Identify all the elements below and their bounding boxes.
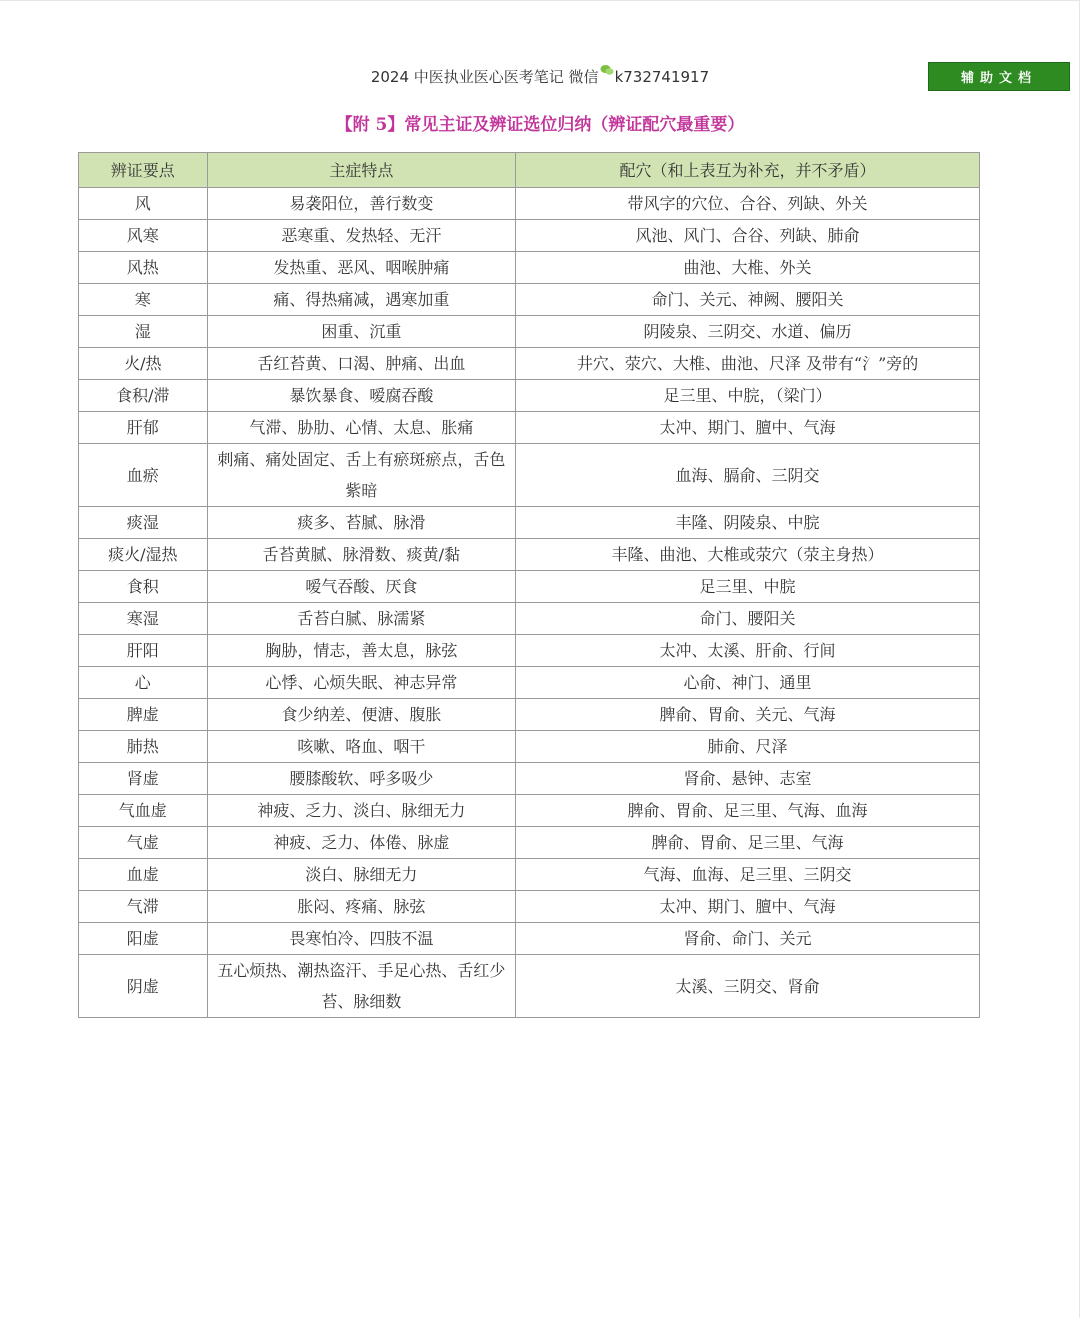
symptom-cell: 舌苔白腻、脉濡紧 [207, 603, 516, 635]
syndrome-cell: 肾虚 [79, 763, 208, 795]
acupoint-cell: 脾俞、胃俞、足三里、气海、血海 [516, 795, 980, 827]
table-row [79, 923, 980, 955]
syndrome-cell: 寒 [79, 284, 208, 316]
symptom-cell: 发热重、恶风、咽喉肿痛 [207, 252, 516, 284]
syndrome-cell: 气滞 [79, 891, 208, 923]
syndrome-cell: 肝郁 [79, 412, 208, 444]
syndrome-cell: 肝阳 [79, 635, 208, 667]
header-wechat-id: k732741917 [614, 68, 710, 86]
syndrome-cell: 血虚 [79, 859, 208, 891]
symptom-cell: 神疲、乏力、淡白、脉细无力 [207, 795, 516, 827]
syndrome-cell: 阴虚 [79, 955, 208, 1018]
symptom-cell: 痛、得热痛减，遇寒加重 [207, 284, 516, 316]
symptom-cell: 暴饮暴食、嗳腐吞酸 [207, 380, 516, 412]
symptom-cell: 刺痛、痛处固定、舌上有瘀斑瘀点，舌色紫暗 [207, 444, 516, 507]
page-title: 【附 5】常见主证及辨证选位归纳（辨证配穴最重要） [335, 115, 745, 135]
header-text: 2024 中医执业医心医考笔记 微信 [370, 68, 599, 86]
acupoint-cell: 太冲、期门、膻中、气海 [516, 891, 980, 923]
table-row [79, 667, 980, 699]
symptom-cell: 恶寒重、发热轻、无汗 [207, 220, 516, 252]
symptom-cell: 畏寒怕冷、四肢不温 [207, 923, 516, 955]
syndrome-cell: 血瘀 [79, 444, 208, 507]
table-row [79, 603, 980, 635]
table-row [79, 699, 980, 731]
syndrome-cell: 心 [79, 667, 208, 699]
syndrome-cell: 食积/滞 [79, 380, 208, 412]
table-row [79, 539, 980, 571]
symptom-cell: 易袭阳位，善行数变 [207, 188, 516, 220]
syndrome-cell: 风 [79, 188, 208, 220]
table-row [79, 507, 980, 539]
syndrome-cell: 阳虚 [79, 923, 208, 955]
table-row [79, 380, 980, 412]
symptom-cell: 嗳气吞酸、厌食 [207, 571, 516, 603]
acupoint-cell: 气海、血海、足三里、三阴交 [516, 859, 980, 891]
symptom-cell: 气滞、胁肋、心情、太息、胀痛 [207, 412, 516, 444]
table-row [79, 188, 980, 220]
acupoint-cell: 肾俞、悬钟、志室 [516, 763, 980, 795]
acupoint-cell: 脾俞、胃俞、足三里、气海 [516, 827, 980, 859]
table-row [79, 763, 980, 795]
symptom-cell: 舌苔黄腻、脉滑数、痰黄/黏 [207, 539, 516, 571]
acupoint-cell: 带风字的穴位、合谷、列缺、外关 [516, 188, 980, 220]
syndrome-cell: 气血虚 [79, 795, 208, 827]
acupoint-cell: 太溪、三阴交、肾俞 [516, 955, 980, 1018]
wechat-icon [600, 64, 614, 76]
table-row [79, 635, 980, 667]
symptom-cell: 神疲、乏力、体倦、脉虚 [207, 827, 516, 859]
symptom-cell: 食少纳差、便溏、腹胀 [207, 699, 516, 731]
acupoint-cell: 肺俞、尺泽 [516, 731, 980, 763]
table-row [79, 284, 980, 316]
table-row [79, 412, 980, 444]
acupoint-cell: 心俞、神门、通里 [516, 667, 980, 699]
table-row [79, 795, 980, 827]
table-row [79, 316, 980, 348]
acupoint-cell: 风池、风门、合谷、列缺、肺俞 [516, 220, 980, 252]
acupoint-cell: 井穴、荥穴、大椎、曲池、尺泽 及带有“氵”旁的 [516, 348, 980, 380]
table-row [79, 348, 980, 380]
table-body [79, 188, 980, 1018]
syndrome-cell: 肺热 [79, 731, 208, 763]
symptom-cell: 胀闷、疼痛、脉弦 [207, 891, 516, 923]
acupoint-cell: 命门、腰阳关 [516, 603, 980, 635]
table-row [79, 891, 980, 923]
acupoint-cell: 太冲、期门、膻中、气海 [516, 412, 980, 444]
symptom-cell: 咳嗽、咯血、咽干 [207, 731, 516, 763]
table-row [79, 444, 980, 507]
symptom-cell: 痰多、苔腻、脉滑 [207, 507, 516, 539]
acupoint-cell: 太冲、太溪、肝俞、行间 [516, 635, 980, 667]
symptom-cell: 困重、沉重 [207, 316, 516, 348]
syndrome-cell: 火/热 [79, 348, 208, 380]
acupoint-cell: 肾俞、命门、关元 [516, 923, 980, 955]
syndrome-cell: 湿 [79, 316, 208, 348]
syndrome-cell: 痰湿 [79, 507, 208, 539]
acupoint-cell: 血海、膈俞、三阴交 [516, 444, 980, 507]
syndrome-cell: 风热 [79, 252, 208, 284]
syndrome-cell: 痰火/湿热 [79, 539, 208, 571]
acupoint-cell: 阴陵泉、三阴交、水道、偏历 [516, 316, 980, 348]
syndrome-cell: 脾虚 [79, 699, 208, 731]
page-border-top [0, 0, 1080, 1]
syndrome-table [78, 152, 980, 1018]
table-row [79, 827, 980, 859]
table-row [79, 571, 980, 603]
symptom-cell: 心悸、心烦失眠、神志异常 [207, 667, 516, 699]
symptom-cell: 五心烦热、潮热盗汗、手足心热、舌红少苔、脉细数 [207, 955, 516, 1018]
table-row [79, 955, 980, 1018]
acupoint-cell: 曲池、大椎、外关 [516, 252, 980, 284]
syndrome-cell: 气虚 [79, 827, 208, 859]
column-header-syndrome: 辨证要点 [79, 153, 208, 188]
syndrome-cell: 寒湿 [79, 603, 208, 635]
doc-badge: 辅助文档 [928, 62, 1070, 91]
acupoint-cell: 命门、关元、神阙、腰阳关 [516, 284, 980, 316]
table-row [79, 220, 980, 252]
symptom-cell: 胸胁，情志，善太息，脉弦 [207, 635, 516, 667]
symptom-cell: 腰膝酸软、呼多吸少 [207, 763, 516, 795]
syndrome-cell: 食积 [79, 571, 208, 603]
symptom-cell: 舌红苔黄、口渴、肿痛、出血 [207, 348, 516, 380]
acupoint-cell: 足三里、中脘 [516, 571, 980, 603]
column-header-symptoms: 主症特点 [207, 153, 516, 188]
table-row [79, 731, 980, 763]
acupoint-cell: 丰隆、曲池、大椎或荥穴（荥主身热） [516, 539, 980, 571]
page-header [0, 64, 1080, 87]
acupoint-cell: 足三里、中脘，（梁门） [516, 380, 980, 412]
table-row [79, 859, 980, 891]
syndrome-cell: 风寒 [79, 220, 208, 252]
table-header-row [79, 153, 980, 188]
acupoint-cell: 丰隆、阴陵泉、中脘 [516, 507, 980, 539]
column-header-acupoints: 配穴（和上表互为补充，并不矛盾） [516, 153, 980, 188]
acupoint-cell: 脾俞、胃俞、关元、气海 [516, 699, 980, 731]
table-row [79, 252, 980, 284]
symptom-cell: 淡白、脉细无力 [207, 859, 516, 891]
